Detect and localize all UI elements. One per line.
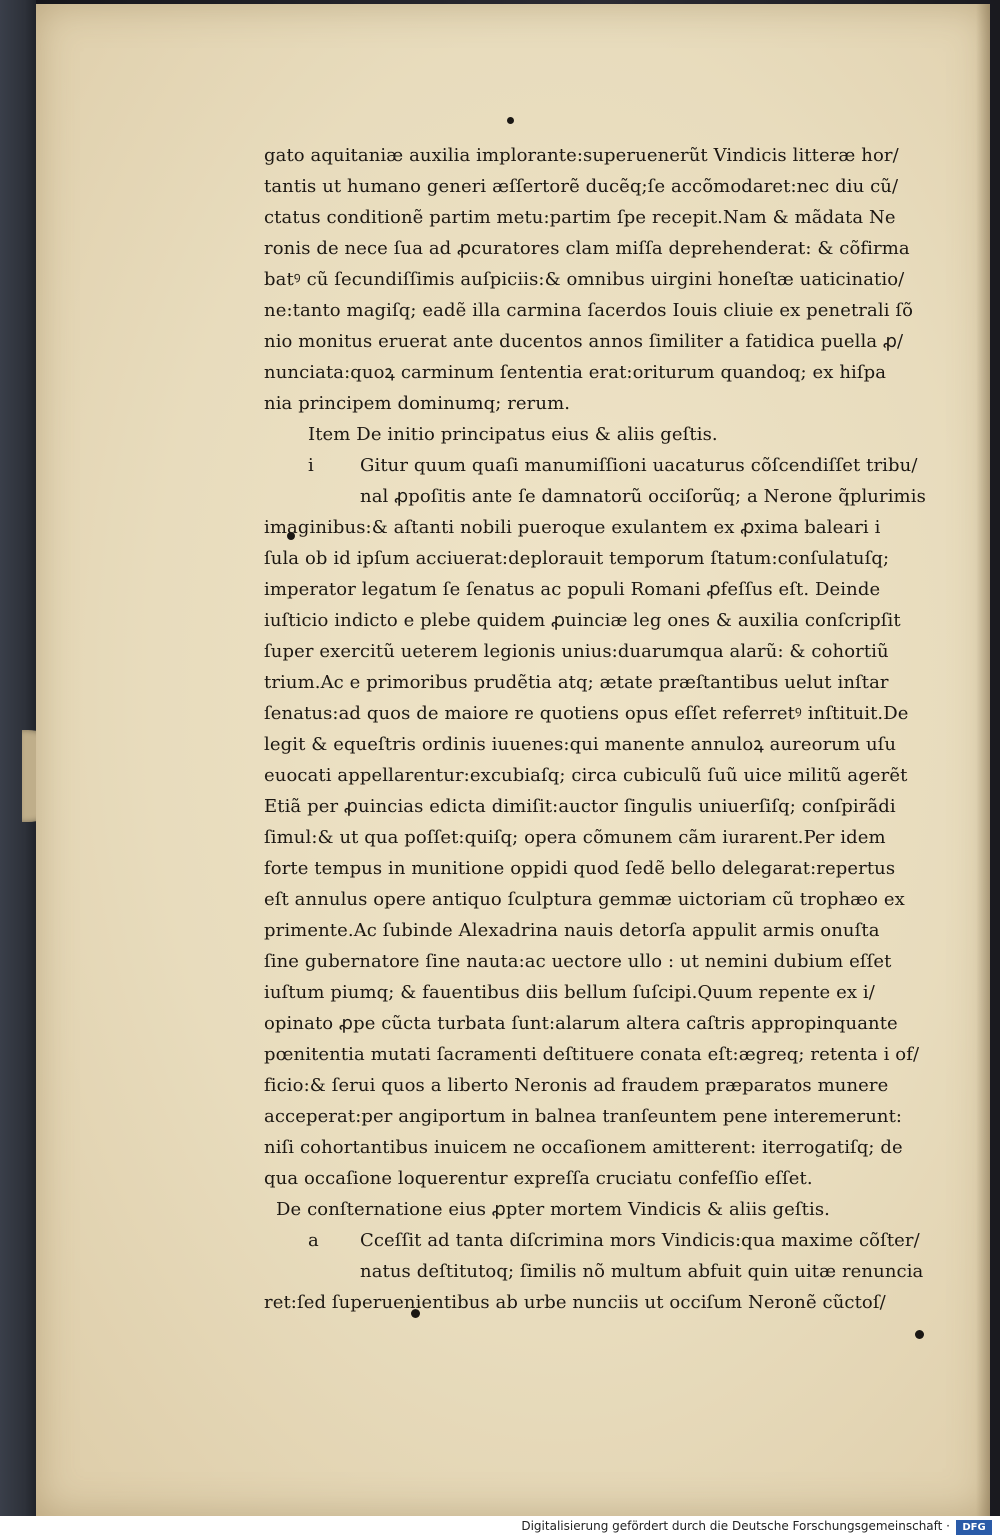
text-line: iuſticio indicto e plebe quidem ꝓuinciæ leg ones & auxilia conſcripſit — [264, 610, 901, 631]
text-line: ſuper exercitũ ueterem legionis unius:duarumqua alarũ: & cohortiũ — [264, 641, 889, 662]
paragraph-first-line — [264, 1225, 984, 1256]
text-line: acceperat:per angiportum in balnea tranſeuntem pene interemerunt: — [264, 1106, 903, 1127]
text-line: trium.Ac e primoribus prudẽtia atq; ætate præſtantibus uelut inſtar — [264, 672, 889, 693]
text-line: nal ꝓpoſitis ante ſe damnatorũ occiſorũq; a Nerone q̃plurimis — [360, 486, 926, 507]
text-line: ctatus conditionẽ partim metu:partim ſpe recepit.Nam & mãdata Ne — [264, 207, 896, 228]
paragraph-first-line — [264, 450, 984, 481]
text-line: ſula ob id ipſum acciuerat:deplorauit temporum ſtatum:conſulatuſq; — [264, 548, 890, 569]
initial-letter: a — [308, 1230, 319, 1251]
text-line: gato aquitaniæ auxilia implorante:superuenerũt Vindicis litteræ hor/ — [264, 145, 899, 166]
ink-dot — [915, 1330, 924, 1339]
text-line: nia principem dominumq; rerum. — [264, 393, 571, 414]
text-line: batꝰ cũ ſecundiſſimis auſpiciis:& omnibus uirgini honeſtæ uaticinatio/ — [264, 269, 905, 290]
text-line: ret:ſed ſuperuenientibus ab urbe nunciis ut occiſum Neronẽ cũctoſ/ — [264, 1292, 886, 1313]
text-line: forte tempus in munitione oppidi quod ſedẽ bello delegarat:repertus — [264, 858, 896, 879]
text-line: ſenatus:ad quos de maiore re quotiens opus eſſet referretꝰ inſtituit.De — [264, 703, 909, 724]
dfg-logo: DFG — [956, 1520, 992, 1535]
footer-bar — [0, 1516, 1000, 1539]
funding-notice: Digitalisierung gefördert durch die Deutsche Forschungsgemeinschaft · — [521, 1519, 950, 1533]
section-heading: De conſternatione eius ꝓpter mortem Vindicis & aliis geſtis. — [276, 1199, 831, 1220]
text-line: ſine gubernatore ſine nauta:ac uectore ullo : ut nemini dubium eſſet — [264, 951, 892, 972]
text-line: niſi cohortantibus inuicem ne occaſionem amitterent: iterrogatiſq; de — [264, 1137, 903, 1158]
text-line: eſt annulus opere antiquo ſculptura gemmæ uictoriam cũ trophæo ex — [264, 889, 905, 910]
text-line: nunciata:quoꝝ carminum ſententia erat:oriturum quandoq; ex hiſpa — [264, 362, 887, 383]
text-line: ſimul:& ut qua poſſet:quiſq; opera cõmunem cãm iurarent.Per idem — [264, 827, 886, 848]
text-line: iuſtum piumq; & fauentibus diis bellum ſuſcipi.Quum repente ex i/ — [264, 982, 875, 1003]
text-line: pœnitentia mutati ſacramenti deſtituere conata eſt:ægreq; retenta i of/ — [264, 1044, 920, 1065]
ink-dot — [507, 117, 514, 124]
section-heading: Item De initio principatus eius & aliis geſtis. — [308, 424, 718, 445]
text-line: primente.Ac ſubinde Alexadrina nauis detorſa appulit armis onuſta — [264, 920, 880, 941]
text-line: ficio:& ſerui quos a liberto Neronis ad fraudem præparatos munere — [264, 1075, 889, 1096]
text-line: legit & equeſtris ordinis iuuenes:qui manente annuloꝝ aureorum uſu — [264, 734, 897, 755]
text-line: nio monitus eruerat ante ducentos annos ſimiliter a fatidica puella ꝓ/ — [264, 331, 904, 352]
text-line: ne:tanto magiſq; eadẽ illa carmina ſacerdos Iouis cliuie ex penetrali ſõ — [264, 300, 914, 321]
text-line: euocati appellarentur:excubiaſq; circa cubiculũ ſuũ uice militũ agerẽt — [264, 765, 908, 786]
text-line: ronis de nece ſua ad ꝓcuratores clam miſſa deprehenderat: & cõfirma — [264, 238, 910, 259]
text-line: opinato ꝓpe cũcta turbata ſunt:alarum altera caſtris appropinquante — [264, 1013, 898, 1034]
paragraph-first-line-text: Cceſſit ad tanta diſcrimina mors Vindicis:qua maxime cõſter/ — [360, 1230, 920, 1251]
text-line: imperator legatum ſe ſenatus ac populi Romani ꝓfeſſus eſt. Deinde — [264, 579, 881, 600]
text-line: qua occaſione loquerentur expreſſa cruciatu confeſſio eſſet. — [264, 1168, 813, 1189]
paragraph-first-line-text: Gitur quum quaſi manumiſſioni uacaturus cõſcendiſſet tribu/ — [360, 455, 918, 476]
initial-letter: i — [308, 455, 314, 476]
text-line: imaginibus:& aſtanti nobili pueroque exulantem ex ꝓxima baleari i — [264, 517, 881, 538]
text-line: natus deſtitutoq; ſimilis nõ multum abfuit quin uitæ renuncia — [360, 1261, 924, 1282]
text-line: tantis ut humano generi æſſertorẽ ducẽq;ſe accõmodaret:nec diu cũ/ — [264, 176, 899, 197]
text-line: Etiã per ꝓuincias edicta dimiſit:auctor ſingulis uniuerſiſq; conſpirãdi — [264, 796, 896, 817]
page-text — [264, 140, 984, 1318]
